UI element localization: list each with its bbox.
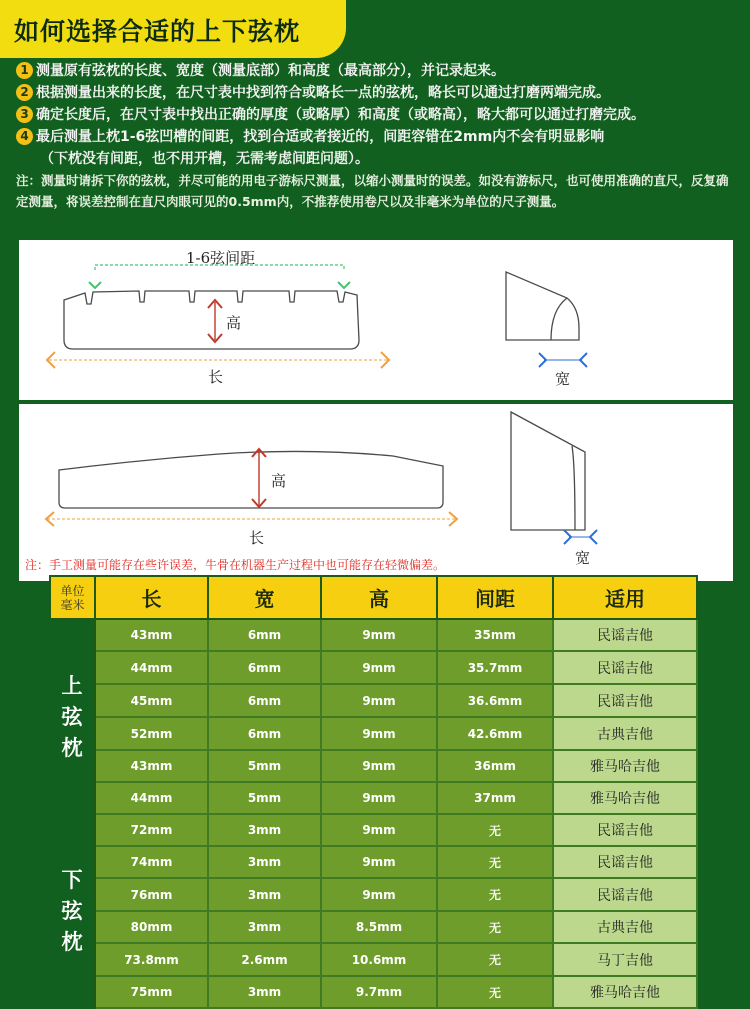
cell-spacing: 42.6mm: [437, 717, 553, 750]
cell-length: 52mm: [95, 717, 208, 750]
cell-spacing: 36.6mm: [437, 684, 553, 717]
length-label: 长: [208, 368, 224, 386]
table-row: [50, 976, 697, 1008]
cell-length: 43mm: [95, 750, 208, 782]
cell-width: 3mm: [208, 846, 321, 878]
step-2: [16, 82, 744, 104]
cell-height: 9mm: [321, 814, 437, 846]
group-label-text: 上弦枕: [61, 673, 83, 760]
step-text: 最后测量上枕1-6弦凹槽的间距，找到合适或者接近的，间距容错在2mm内不会有明显影响: [36, 129, 605, 145]
step-number-badge: 3: [16, 106, 33, 123]
size-table-grid: [49, 575, 698, 1009]
measurement-note: 注：测量时请拆下你的弦枕，并尽可能的用电子游标尺测量，以缩小测量时的误差。如没有游标尺，也可使用准确的直尺，反复确定测量，将误差控制在直尺肉眼可见的0.5mm内，不推荐使用卷尺以及非毫米为单位的尺子测量。: [16, 173, 729, 209]
table-row: [50, 684, 697, 717]
cell-usage: 民谣吉他: [553, 878, 697, 911]
table-body: [50, 619, 697, 1008]
width-label: 宽: [555, 370, 571, 388]
cell-height: 9mm: [321, 846, 437, 878]
step-text: 根据测量出来的长度，在尺寸表中找到符合或略长一点的弦枕，略长可以通过打磨两端完成。: [36, 85, 610, 101]
unit-line-2: 毫米: [60, 597, 85, 612]
top-nut-diagram: [19, 240, 733, 400]
table-row: [50, 846, 697, 878]
cell-usage: 民谣吉他: [553, 684, 697, 717]
cell-usage: 雅马哈吉他: [553, 750, 697, 782]
height-label: 高: [271, 472, 287, 490]
cell-height: 9mm: [321, 878, 437, 911]
cell-width: 6mm: [208, 684, 321, 717]
cell-length: 44mm: [95, 782, 208, 814]
table-row: [50, 943, 697, 976]
cell-height: 10.6mm: [321, 943, 437, 976]
step-number-badge: 2: [16, 84, 33, 101]
table-row: [50, 782, 697, 814]
cell-length: 76mm: [95, 878, 208, 911]
step-number-badge: 4: [16, 128, 33, 145]
cell-length: 44mm: [95, 651, 208, 684]
cell-usage: 民谣吉他: [553, 846, 697, 878]
cell-spacing: 36mm: [437, 750, 553, 782]
cell-length: 80mm: [95, 911, 208, 943]
cell-length: 73.8mm: [95, 943, 208, 976]
step-text: 测量原有弦枕的长度、宽度（测量底部）和高度（最高部分），并记录起来。: [36, 63, 505, 79]
cell-width: 3mm: [208, 911, 321, 943]
cell-length: 75mm: [95, 976, 208, 1008]
length-label: 长: [249, 529, 265, 547]
cell-width: 3mm: [208, 878, 321, 911]
table-row: [50, 651, 697, 684]
cell-spacing: 无: [437, 976, 553, 1008]
unit-header: [50, 576, 95, 619]
table-row: [50, 717, 697, 750]
cell-usage: 雅马哈吉他: [553, 976, 697, 1008]
step-number-badge: 1: [16, 62, 33, 79]
cell-height: 9mm: [321, 651, 437, 684]
cell-spacing: 无: [437, 878, 553, 911]
width-label: 宽: [575, 549, 591, 567]
saddle-diagram: [19, 404, 733, 581]
saddle-group-label: [50, 814, 95, 1008]
cell-width: 6mm: [208, 651, 321, 684]
header-usage: 适用: [553, 576, 697, 619]
cell-usage: 民谣吉他: [553, 651, 697, 684]
top-nut-drawing: [19, 240, 733, 400]
step-4: [16, 126, 744, 148]
cell-width: 6mm: [208, 717, 321, 750]
cell-length: 43mm: [95, 619, 208, 651]
cell-width: 3mm: [208, 976, 321, 1008]
cell-usage: 民谣吉他: [553, 814, 697, 846]
saddle-drawing: [19, 404, 733, 581]
step-text: 确定长度后，在尺寸表中找出正确的厚度（或略厚）和高度（或略高），略大都可以通过打磨完成。: [36, 107, 645, 123]
header-width: 宽: [208, 576, 321, 619]
cell-height: 9mm: [321, 619, 437, 651]
cell-length: 45mm: [95, 684, 208, 717]
header-height: 高: [321, 576, 437, 619]
top-nut-group-label: [50, 619, 95, 814]
cell-spacing: 35mm: [437, 619, 553, 651]
unit-line-1: 单位: [60, 583, 85, 598]
cell-width: 3mm: [208, 814, 321, 846]
cell-width: 5mm: [208, 782, 321, 814]
header-length: 长: [95, 576, 208, 619]
instruction-steps: [16, 60, 744, 170]
header-spacing: 间距: [437, 576, 553, 619]
cell-spacing: 35.7mm: [437, 651, 553, 684]
cell-spacing: 无: [437, 943, 553, 976]
table-row: [50, 911, 697, 943]
title-banner: [0, 0, 346, 58]
cell-height: 9mm: [321, 717, 437, 750]
cell-spacing: 37mm: [437, 782, 553, 814]
step-3: [16, 104, 744, 126]
disclaimer-text: 注：手工测量可能存在些许误差，牛骨在机器生产过程中也可能存在轻微偏差。: [25, 558, 446, 572]
cell-height: 9mm: [321, 750, 437, 782]
cell-usage: 民谣吉他: [553, 619, 697, 651]
cell-usage: 古典吉他: [553, 717, 697, 750]
cell-height: 9mm: [321, 684, 437, 717]
spacing-label: 1-6弦间距: [186, 249, 256, 267]
size-table: [49, 575, 696, 1009]
cell-usage: 雅马哈吉他: [553, 782, 697, 814]
step-1: [16, 60, 744, 82]
table-row: [50, 814, 697, 846]
cell-height: 9mm: [321, 782, 437, 814]
cell-usage: 古典吉他: [553, 911, 697, 943]
page-title: 如何选择合适的上下弦枕: [14, 17, 301, 46]
height-label: 高: [226, 314, 242, 332]
cell-spacing: 无: [437, 911, 553, 943]
cell-width: 2.6mm: [208, 943, 321, 976]
cell-length: 74mm: [95, 846, 208, 878]
table-row: [50, 619, 697, 651]
cell-width: 5mm: [208, 750, 321, 782]
cell-usage: 马丁吉他: [553, 943, 697, 976]
cell-spacing: 无: [437, 846, 553, 878]
cell-spacing: 无: [437, 814, 553, 846]
cell-width: 6mm: [208, 619, 321, 651]
step-4-continuation: （下枕没有间距，也不用开槽，无需考虑间距问题）。: [40, 151, 369, 167]
table-row: [50, 750, 697, 782]
table-row: [50, 878, 697, 911]
cell-length: 72mm: [95, 814, 208, 846]
cell-height: 9.7mm: [321, 976, 437, 1008]
cell-height: 8.5mm: [321, 911, 437, 943]
table-header-row: [50, 576, 697, 619]
group-label-text: 下弦枕: [61, 867, 83, 954]
